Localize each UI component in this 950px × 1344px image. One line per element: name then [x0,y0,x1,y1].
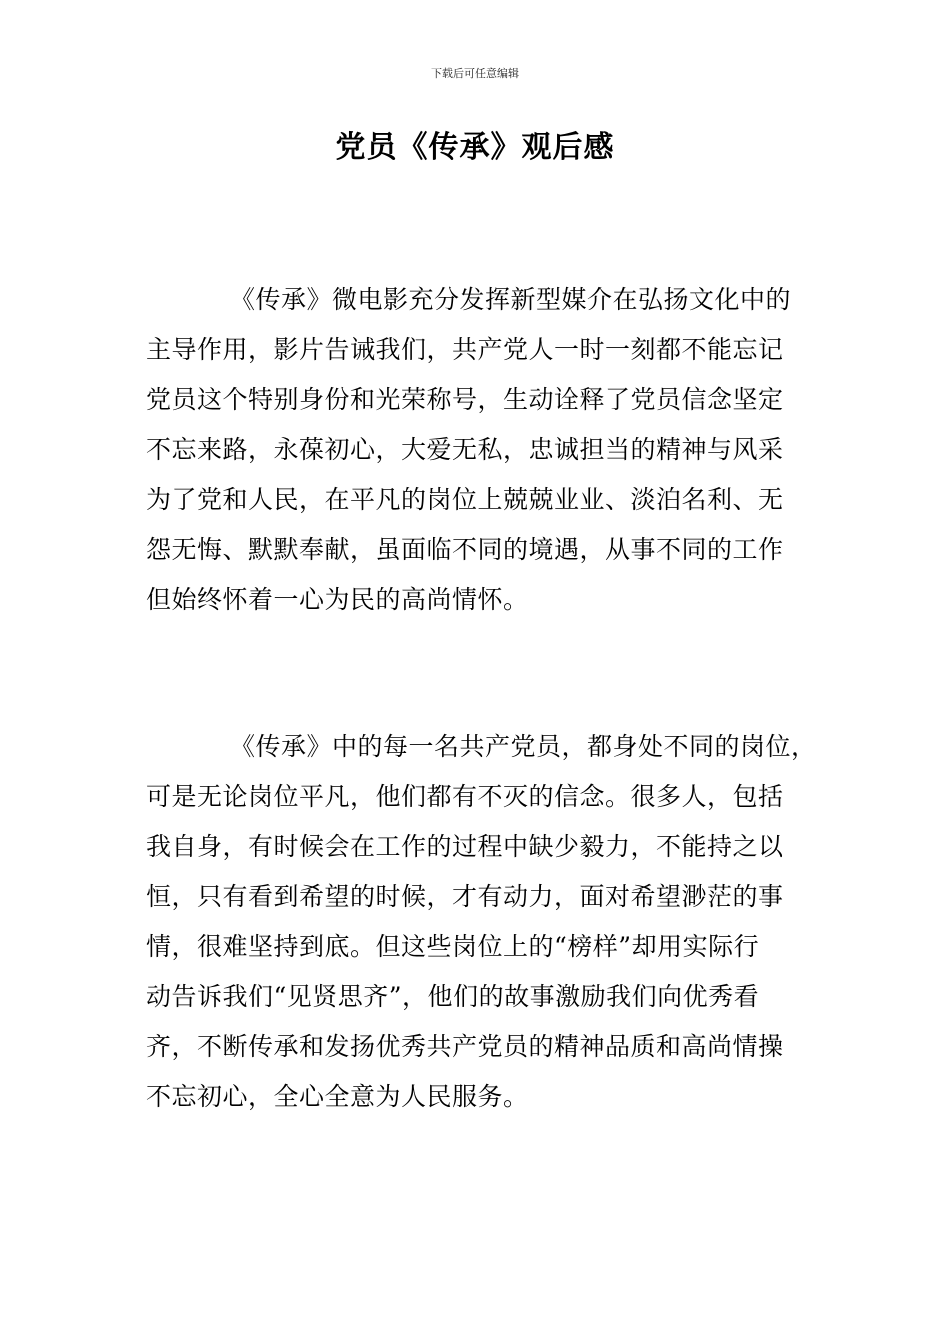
body-paragraph-2 [146,722,846,1122]
paragraph-line: 齐，不断传承和发扬优秀共产党员的精神品质和高尚情操 [146,1032,784,1061]
paragraph-line: 为了党和人民，在平凡的岗位上兢兢业业、淡泊名利、无 [146,485,784,514]
paragraph-line: 可是无论岗位平凡，他们都有不灭的信念。很多人，包括 [146,782,784,811]
paragraph-line: 《传承》中的每一名共产党员，都身处不同的岗位， [230,732,817,761]
body-paragraph-1 [146,275,846,625]
paragraph-line: 恒，只有看到希望的时候，才有动力，面对希望渺茫的事 [146,882,784,911]
paragraph-line: 我自身，有时候会在工作的过程中缺少毅力，不能持之以 [146,832,784,861]
paragraph-line: 动告诉我们“见贤思齐”，他们的故事激励我们向优秀看 [146,982,760,1011]
paragraph-line: 但始终怀着一心为民的高尚情怀。 [146,585,529,614]
paragraph-line: 不忘初心，全心全意为人民服务。 [146,1082,529,1111]
header-note: 下载后可任意编辑 [431,67,519,80]
paragraph-line: 党员这个特别身份和光荣称号，生动诠释了党员信念坚定 [146,385,784,414]
paragraph-line: 《传承》微电影充分发挥新型媒介在弘扬文化中的 [230,285,792,314]
document-title: 党员《传承》观后感 [335,130,615,165]
paragraph-line: 主导作用，影片告诫我们，共产党人一时一刻都不能忘记 [146,335,784,364]
paragraph-line: 情，很难坚持到底。但这些岗位上的“榜样”却用实际行 [146,932,760,961]
paragraph-line: 不忘来路，永葆初心，大爱无私，忠诚担当的精神与风采 [146,435,784,464]
paragraph-line: 怨无悔、默默奉献，虽面临不同的境遇，从事不同的工作 [146,535,784,564]
